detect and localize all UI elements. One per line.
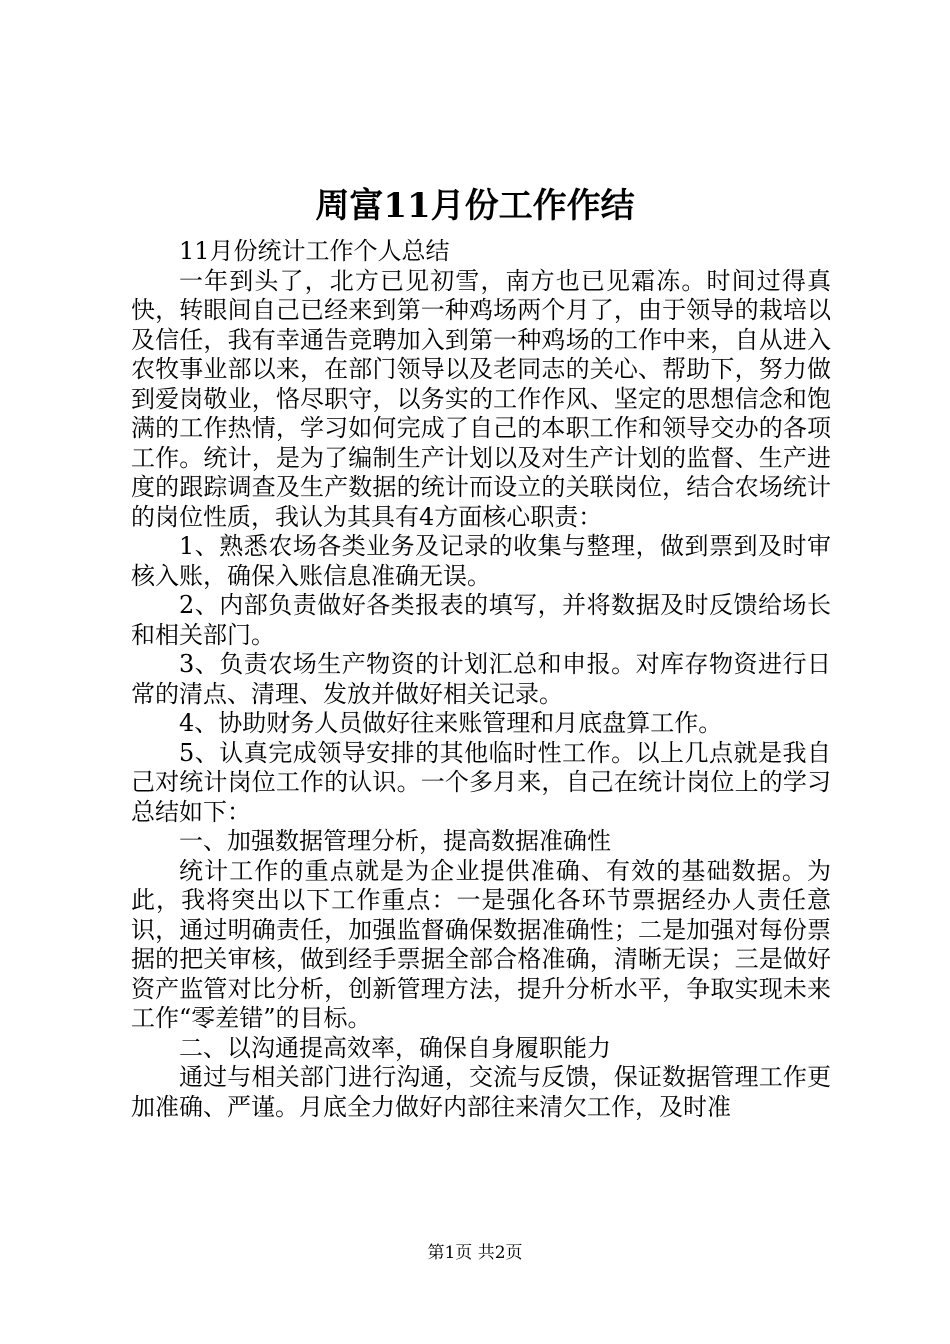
paragraph-section-1: 统计工作的重点就是为企业提供准确、有效的基础数据。为此，我将突出以下工作重点：一是强化各环节票据经办人责任意识，通过明确责任，加强监督确保数据准确性；二是加强对每份票据的把关审核，做到经手票据全部合格准确，清晰无误；三是做好资产监管对比分析，创新管理方法，提升分析水平，争取实现未来工作“零差错”的目标。 [131,856,831,1032]
paragraph-intro: 一年到头了，北方已见初雪，南方也已见霜冻。时间过得真快，转眼间自己已经来到第一种鸡场两个月了，由于领导的栽培以及信任，我有幸通告竞聘加入到第一种鸡场的工作中来，自从进入农牧事业部以来，在部门领导以及老同志的关心、帮助下，努力做到爱岗敬业，恪尽职守，以务实的工作作风、坚定的思想信念和饱满的工作热情，学习如何完成了自己的本职工作和领导交办的各项工作。统计，是为了编制生产计划以及对生产计划的监督、生产进度的跟踪调查及生产数据的统计而设立的关联岗位，结合农场统计的岗位性质，我认为其具有4方面核心职责： [131,266,831,531]
section-heading-2: 二、以沟通提高效率，确保自身履职能力 [179,1033,611,1062]
page-footer: 第1页 共2页 [427,1243,523,1263]
document-title: 周富11月份工作作结 [315,186,635,226]
paragraph-duty-1: 1、熟悉农场各类业务及记录的收集与整理，做到票到及时审核入账，确保入账信息准确无误。 [131,532,831,590]
paragraph-duty-3: 3、负责农场生产物资的计划汇总和申报。对库存物资进行日常的清点、清理、发放并做好相关记录。 [131,650,831,708]
document-body [131,237,831,1122]
paragraph-duty-5: 5、认真完成领导安排的其他临时性工作。以上几点就是我自己对统计岗位工作的认识。一个多月来，自己在统计岗位上的学习总结如下： [131,738,831,826]
paragraph-duty-4: 4、协助财务人员做好往来账管理和月底盘算工作。 [179,709,723,737]
section-heading-1: 一、加强数据管理分析，提高数据准确性 [179,827,611,855]
paragraph-duty-2: 2、内部负责做好各类报表的填写，并将数据及时反馈给场长和相关部门。 [131,591,831,649]
paragraph-section-2: 通过与相关部门进行沟通，交流与反馈，保证数据管理工作更加准确、严谨。月底全力做好内部往来清欠工作，及时准 [131,1063,831,1121]
paragraph-subtitle: 11月份统计工作个人总结 [179,237,450,265]
